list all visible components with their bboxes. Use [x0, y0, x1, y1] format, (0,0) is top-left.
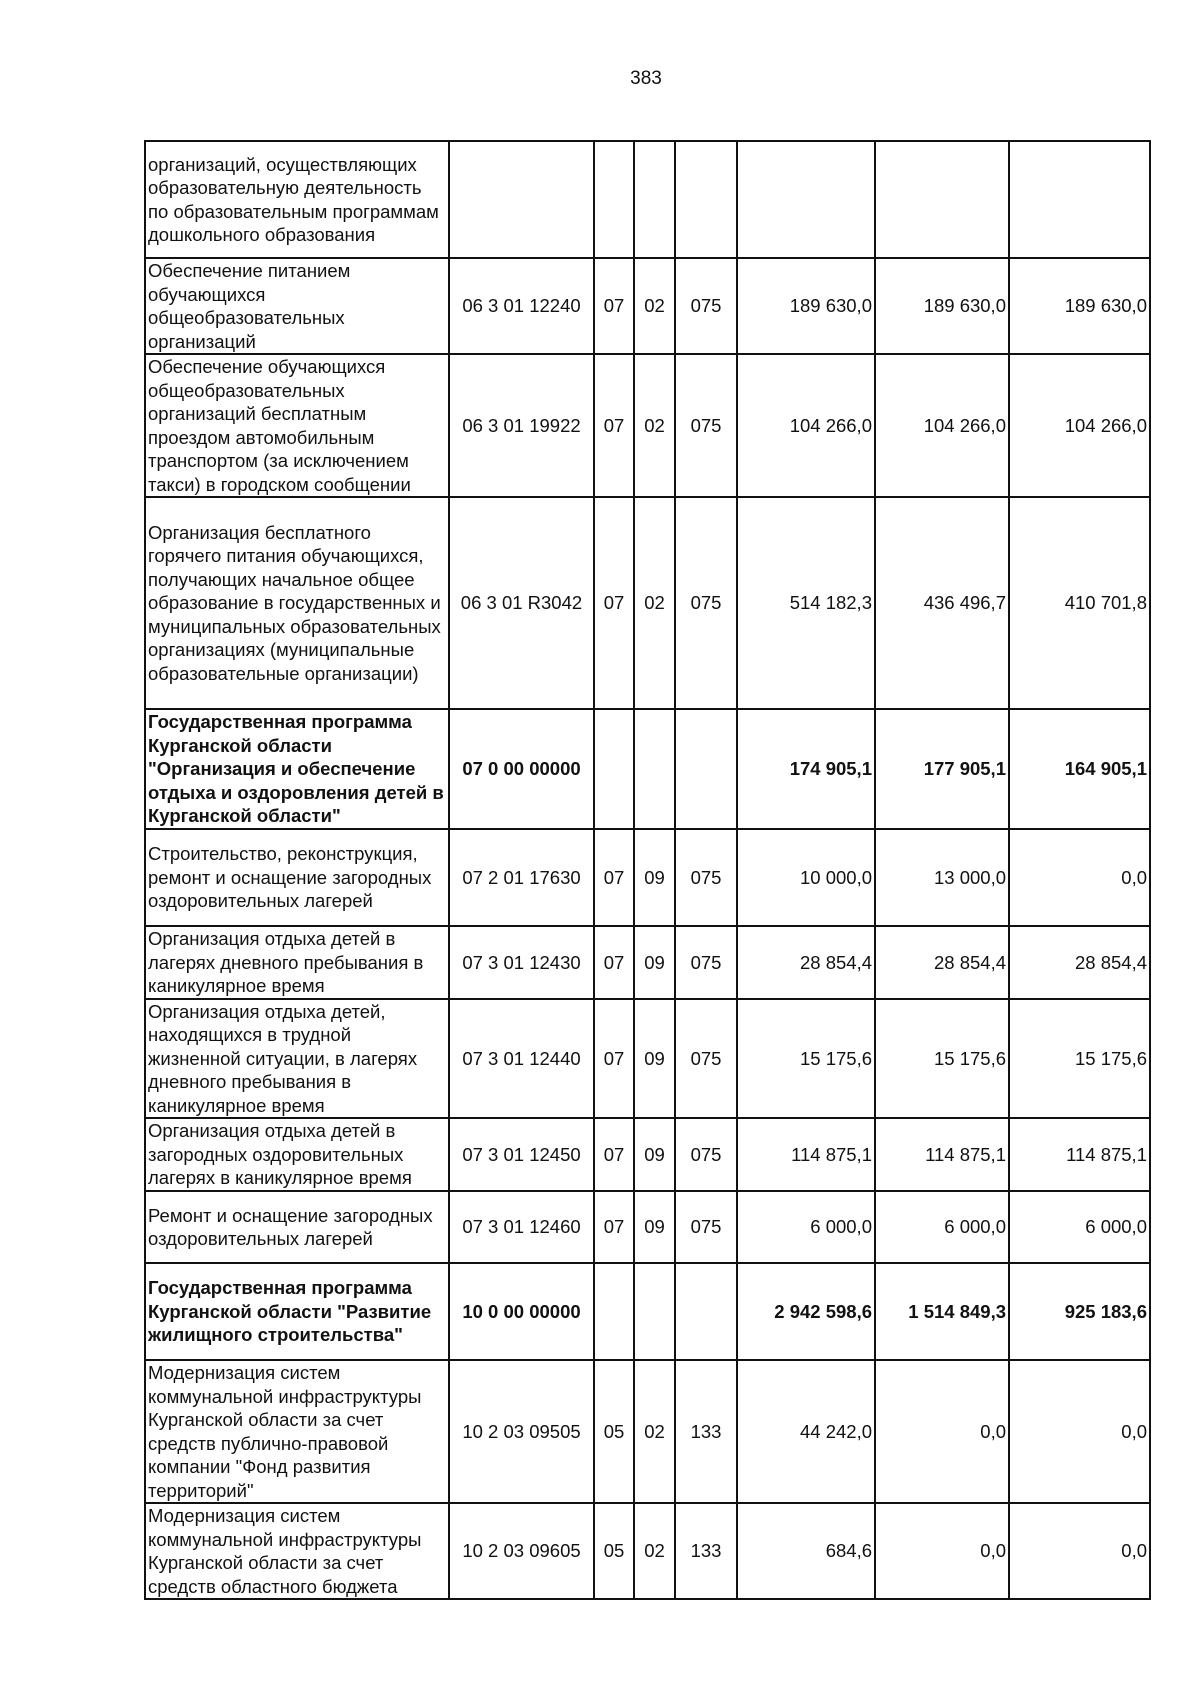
table-row — [145, 926, 1150, 999]
amount-year-3: 15 175,6 — [1009, 999, 1150, 1119]
administrator-code: 133 — [675, 1503, 737, 1599]
target-article-code: 07 3 01 12430 — [449, 926, 594, 999]
amount-year-3: 0,0 — [1009, 1503, 1150, 1599]
section-code: 07 — [594, 926, 634, 999]
row-description: Организация отдыха детей в лагерях дневного пребывания в каникулярное время — [145, 926, 449, 999]
section-code: 07 — [594, 1191, 634, 1263]
subsection-code: 02 — [634, 354, 675, 497]
subsection-code: 09 — [634, 1191, 675, 1263]
target-article-code — [449, 141, 594, 258]
subsection-code — [634, 141, 675, 258]
row-description: Организация отдыха детей в загородных оздоровительных лагерях в каникулярное время — [145, 1118, 449, 1191]
amount-year-3: 6 000,0 — [1009, 1191, 1150, 1263]
administrator-code — [675, 709, 737, 829]
subsection-code — [634, 1263, 675, 1360]
section-code: 07 — [594, 258, 634, 354]
administrator-code: 133 — [675, 1360, 737, 1503]
row-description: организаций, осуществляющих образовательную деятельность по образовательным программам дошкольного образования — [145, 141, 449, 258]
amount-year-1: 514 182,3 — [737, 497, 875, 709]
target-article-code: 07 3 01 12460 — [449, 1191, 594, 1263]
target-article-code: 07 0 00 00000 — [449, 709, 594, 829]
amount-year-1: 15 175,6 — [737, 999, 875, 1119]
amount-year-2: 189 630,0 — [875, 258, 1009, 354]
amount-year-2: 0,0 — [875, 1503, 1009, 1599]
table-row — [145, 258, 1150, 354]
table-row — [145, 1503, 1150, 1599]
amount-year-3: 0,0 — [1009, 829, 1150, 926]
amount-year-2: 6 000,0 — [875, 1191, 1009, 1263]
table-row — [145, 1360, 1150, 1503]
administrator-code — [675, 141, 737, 258]
row-description: Строительство, реконструкция, ремонт и оснащение загородных оздоровительных лагерей — [145, 829, 449, 926]
amount-year-1: 104 266,0 — [737, 354, 875, 497]
administrator-code: 075 — [675, 829, 737, 926]
amount-year-2: 114 875,1 — [875, 1118, 1009, 1191]
amount-year-1: 189 630,0 — [737, 258, 875, 354]
row-description: Организация бесплатного горячего питания обучающихся, получающих начальное общее образование в государственных и муниципальных образовательных организациях (муниципальные образовательные организации) — [145, 497, 449, 709]
amount-year-1: 44 242,0 — [737, 1360, 875, 1503]
amount-year-2 — [875, 141, 1009, 258]
budget-table — [144, 140, 1151, 1600]
amount-year-1 — [737, 141, 875, 258]
subsection-code: 09 — [634, 999, 675, 1119]
section-code: 07 — [594, 829, 634, 926]
administrator-code: 075 — [675, 497, 737, 709]
row-description: Модернизация систем коммунальной инфраструктуры Курганской области за счет средств публично-правовой компании "Фонд развития территорий" — [145, 1360, 449, 1503]
amount-year-1: 28 854,4 — [737, 926, 875, 999]
amount-year-2: 13 000,0 — [875, 829, 1009, 926]
section-code: 07 — [594, 999, 634, 1119]
amount-year-2: 15 175,6 — [875, 999, 1009, 1119]
table-row — [145, 497, 1150, 709]
amount-year-3: 410 701,8 — [1009, 497, 1150, 709]
administrator-code: 075 — [675, 999, 737, 1119]
section-code: 07 — [594, 354, 634, 497]
amount-year-3: 114 875,1 — [1009, 1118, 1150, 1191]
subsection-code: 09 — [634, 1118, 675, 1191]
administrator-code: 075 — [675, 926, 737, 999]
row-description: Модернизация систем коммунальной инфраструктуры Курганской области за счет средств областного бюджета — [145, 1503, 449, 1599]
amount-year-2: 436 496,7 — [875, 497, 1009, 709]
target-article-code: 06 3 01 19922 — [449, 354, 594, 497]
administrator-code: 075 — [675, 258, 737, 354]
amount-year-1: 684,6 — [737, 1503, 875, 1599]
section-code — [594, 1263, 634, 1360]
subsection-code: 09 — [634, 926, 675, 999]
section-code: 05 — [594, 1360, 634, 1503]
amount-year-1: 2 942 598,6 — [737, 1263, 875, 1360]
target-article-code: 06 3 01 R3042 — [449, 497, 594, 709]
section-code: 05 — [594, 1503, 634, 1599]
target-article-code: 07 3 01 12440 — [449, 999, 594, 1119]
target-article-code: 07 3 01 12450 — [449, 1118, 594, 1191]
amount-year-1: 174 905,1 — [737, 709, 875, 829]
subsection-code: 02 — [634, 1503, 675, 1599]
administrator-code: 075 — [675, 354, 737, 497]
table-row — [145, 354, 1150, 497]
amount-year-1: 10 000,0 — [737, 829, 875, 926]
row-description: Государственная программа Курганской области "Развитие жилищного строительства" — [145, 1263, 449, 1360]
amount-year-3: 104 266,0 — [1009, 354, 1150, 497]
amount-year-3: 189 630,0 — [1009, 258, 1150, 354]
subsection-code: 09 — [634, 829, 675, 926]
row-description: Обеспечение обучающихся общеобразовательных организаций бесплатным проездом автомобильным транспортом (за исключением такси) в городском сообщении — [145, 354, 449, 497]
target-article-code: 07 2 01 17630 — [449, 829, 594, 926]
section-code: 07 — [594, 497, 634, 709]
table-row-program — [145, 709, 1150, 829]
subsection-code: 02 — [634, 258, 675, 354]
amount-year-3: 925 183,6 — [1009, 1263, 1150, 1360]
amount-year-2: 1 514 849,3 — [875, 1263, 1009, 1360]
table-row — [145, 829, 1150, 926]
administrator-code — [675, 1263, 737, 1360]
amount-year-2: 0,0 — [875, 1360, 1009, 1503]
amount-year-3 — [1009, 141, 1150, 258]
table-row — [145, 999, 1150, 1119]
section-code: 07 — [594, 1118, 634, 1191]
table-row — [145, 1191, 1150, 1263]
row-description: Организация отдыха детей, находящихся в трудной жизненной ситуации, в лагерях дневного пребывания в каникулярное время — [145, 999, 449, 1119]
table-row-program — [145, 1263, 1150, 1360]
section-code — [594, 141, 634, 258]
amount-year-1: 6 000,0 — [737, 1191, 875, 1263]
amount-year-3: 28 854,4 — [1009, 926, 1150, 999]
section-code — [594, 709, 634, 829]
target-article-code: 10 0 00 00000 — [449, 1263, 594, 1360]
amount-year-3: 164 905,1 — [1009, 709, 1150, 829]
amount-year-3: 0,0 — [1009, 1360, 1150, 1503]
amount-year-2: 177 905,1 — [875, 709, 1009, 829]
target-article-code: 10 2 03 09505 — [449, 1360, 594, 1503]
target-article-code: 06 3 01 12240 — [449, 258, 594, 354]
amount-year-2: 104 266,0 — [875, 354, 1009, 497]
row-description: Государственная программа Курганской области "Организация и обеспечение отдыха и оздоровления детей в Курганской области" — [145, 709, 449, 829]
table-row — [145, 1118, 1150, 1191]
table-row — [145, 141, 1150, 258]
amount-year-2: 28 854,4 — [875, 926, 1009, 999]
row-description: Ремонт и оснащение загородных оздоровительных лагерей — [145, 1191, 449, 1263]
subsection-code — [634, 709, 675, 829]
page-number: 383 — [630, 68, 662, 89]
target-article-code: 10 2 03 09605 — [449, 1503, 594, 1599]
administrator-code: 075 — [675, 1118, 737, 1191]
amount-year-1: 114 875,1 — [737, 1118, 875, 1191]
administrator-code: 075 — [675, 1191, 737, 1263]
subsection-code: 02 — [634, 497, 675, 709]
subsection-code: 02 — [634, 1360, 675, 1503]
row-description: Обеспечение питанием обучающихся общеобразовательных организаций — [145, 258, 449, 354]
